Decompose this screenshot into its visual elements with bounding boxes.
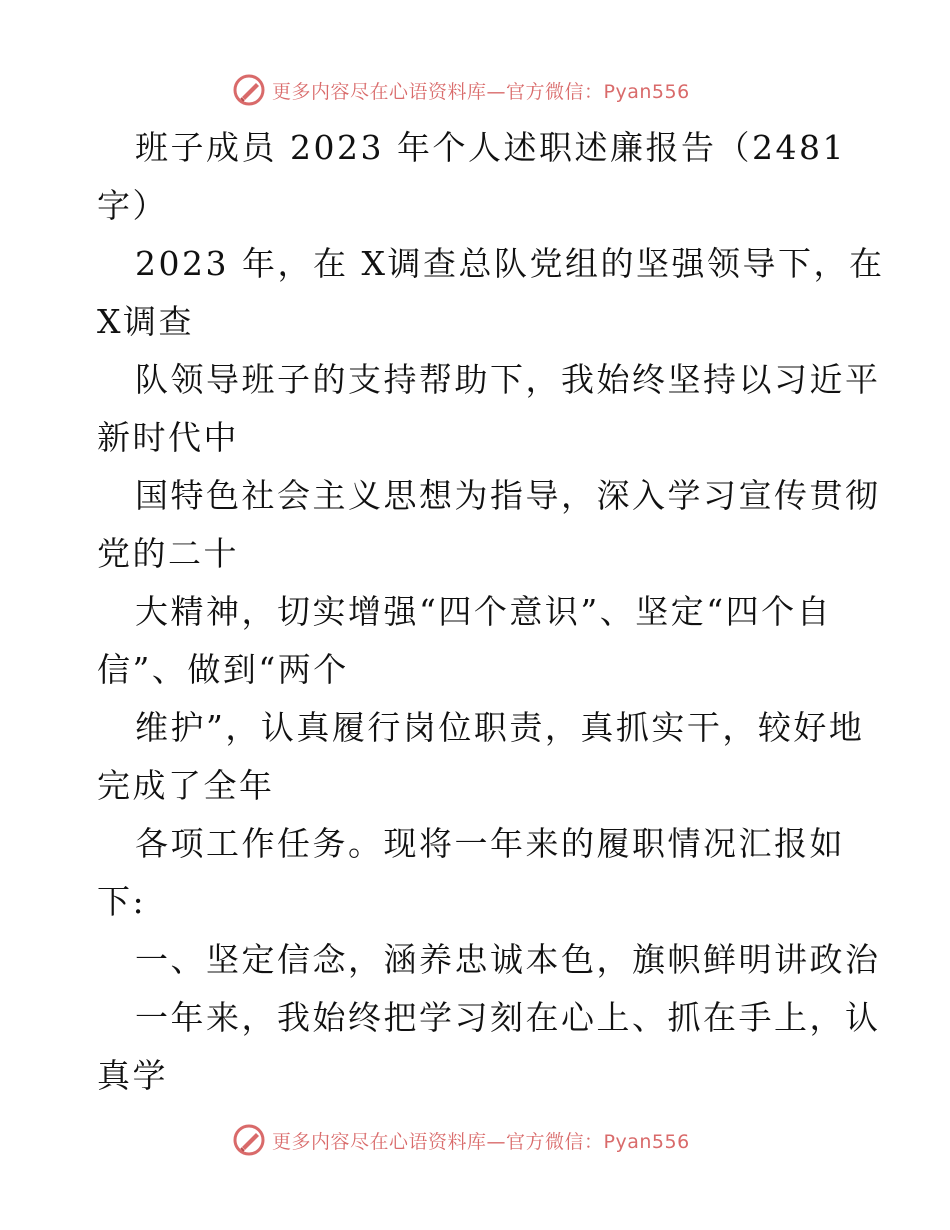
- text-line: 2023 年，在 X调查总队党组的坚强领导下，在: [135, 244, 885, 283]
- text-line: 队领导班子的支持帮助下，我始终坚持以习近平: [135, 360, 881, 399]
- text-line: 各项工作任务。现将一年来的履职情况汇报如: [135, 824, 845, 863]
- text-line: 信”、做到“两个: [97, 650, 349, 689]
- text-line: 一年来，我始终把学习刻在心上、抓在手上，认: [135, 998, 881, 1037]
- text-line: 完成了全年: [97, 766, 275, 805]
- text-line: 国特色社会主义思想为指导，深入学习宣传贯彻: [135, 476, 881, 515]
- watermark-text: 更多内容尽在心语资料库—官方微信：Pyan556: [272, 1130, 690, 1153]
- pen-logo-icon: [232, 1123, 266, 1157]
- text-line: 大精神，切实增强“四个意识”、坚定“四个自: [135, 592, 833, 631]
- pen-logo-icon: [232, 73, 266, 107]
- text-line: 新时代中: [97, 418, 239, 457]
- text-line: 党的二十: [97, 534, 239, 573]
- text-line: 维护”，认真履行岗位职责，真抓实干，较好地: [135, 708, 865, 747]
- text-line: 真学: [97, 1056, 168, 1095]
- text-line: X调查: [97, 302, 194, 341]
- text-line: 下:: [97, 882, 147, 921]
- section-heading: 一、坚定信念，涵养忠诚本色，旗帜鲜明讲政治: [135, 940, 881, 979]
- title-line: 班子成员 2023 年个人述职述廉报告（2481: [135, 128, 846, 167]
- watermark-footer: [232, 1122, 690, 1158]
- watermark-text: 更多内容尽在心语资料库—官方微信：Pyan556: [272, 80, 690, 103]
- watermark-header: [232, 72, 690, 108]
- text-line: 字）: [97, 186, 168, 225]
